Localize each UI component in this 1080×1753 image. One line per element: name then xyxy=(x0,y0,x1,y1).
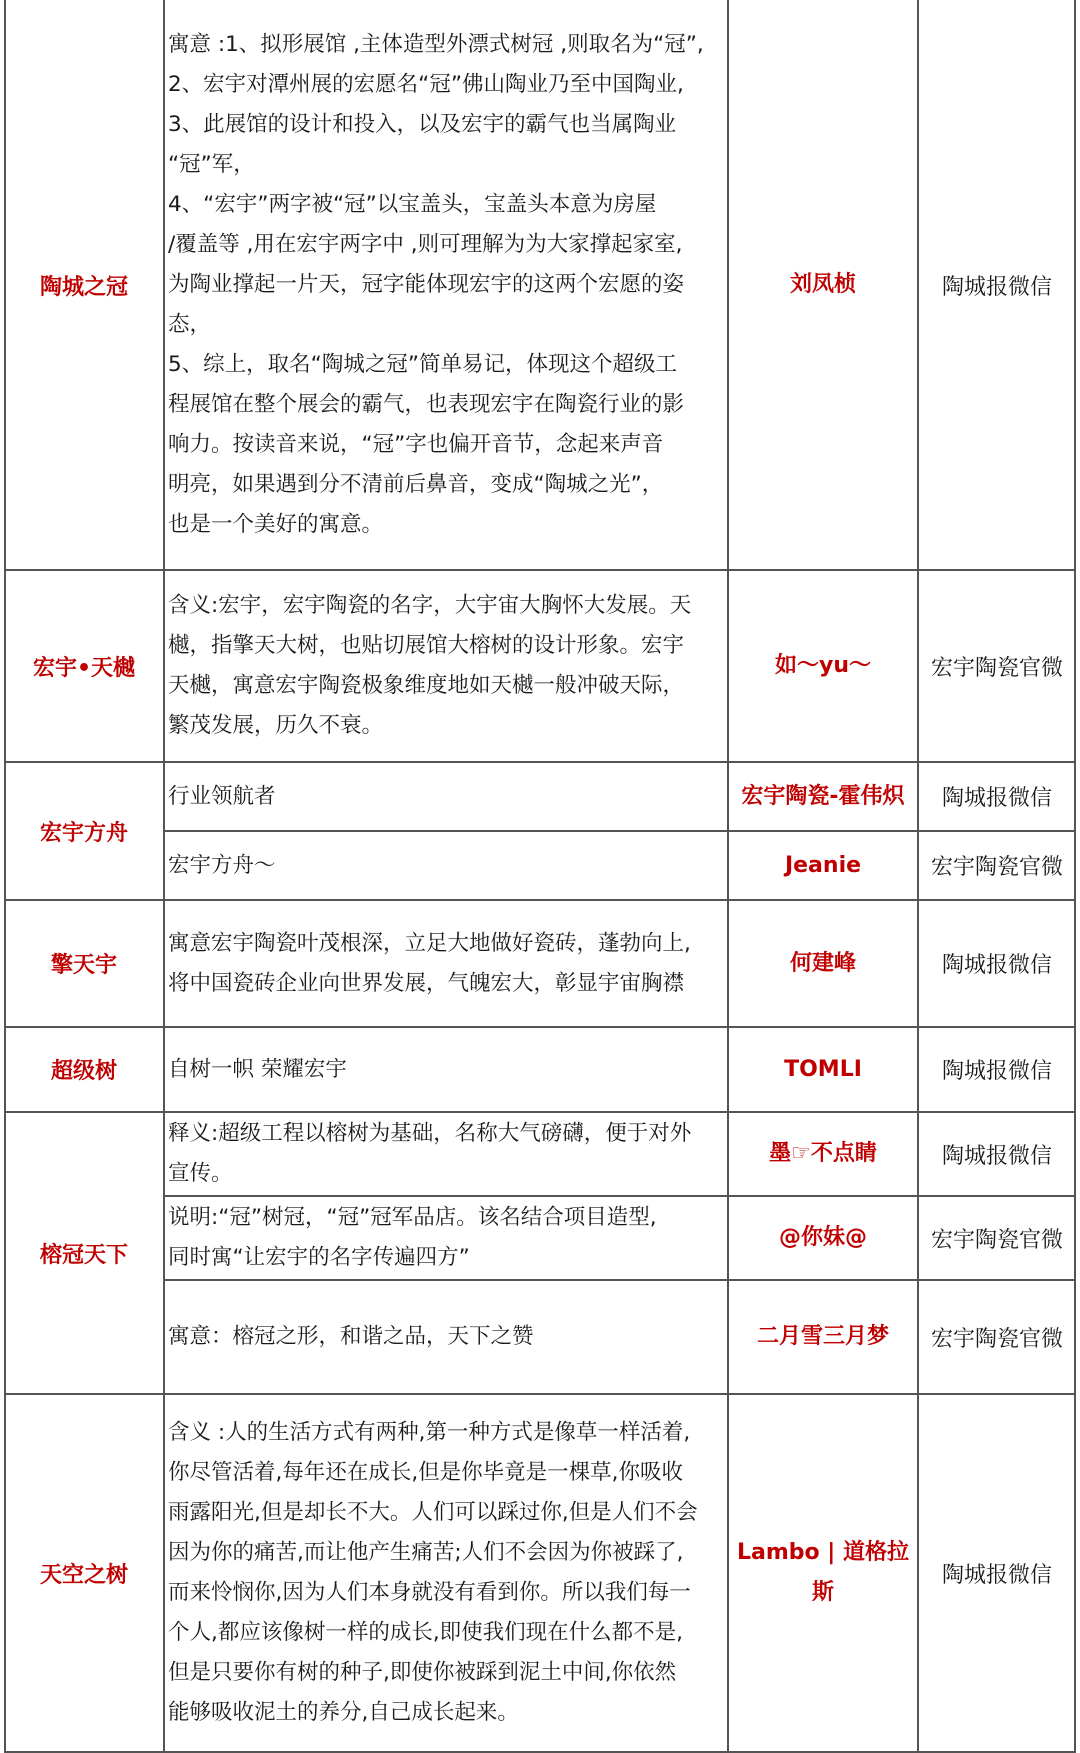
row-name: 陶城之冠 xyxy=(39,274,128,300)
row-name: 宏宇方舟 xyxy=(39,820,128,846)
grid-line-vertical xyxy=(917,0,919,1753)
grid-line-horizontal xyxy=(4,899,1076,901)
source-cell xyxy=(918,1027,1076,1112)
meaning-text: 说明:“冠”树冠，“冠”冠军品店。该名结合项目造型, 同时寓“让宏宇的名字传遍四方” xyxy=(168,1205,657,1270)
meaning-cell xyxy=(164,570,728,762)
author-cell xyxy=(728,1280,918,1394)
grid-line-vertical xyxy=(163,0,165,1753)
author-cell xyxy=(728,900,918,1027)
meaning-cell xyxy=(164,1394,728,1752)
author-name: 何建峰 xyxy=(789,950,856,976)
author-cell xyxy=(728,831,918,900)
meaning-cell xyxy=(164,1196,728,1280)
source-text: 陶城报微信 xyxy=(941,786,1052,811)
row-name: 擎天宇 xyxy=(50,953,117,978)
row-name: 榕冠天下 xyxy=(39,1242,128,1268)
source-cell xyxy=(918,0,1076,570)
row-name-cell xyxy=(4,762,164,900)
meaning-cell xyxy=(164,762,728,831)
meaning-text: 含义:宏宇，宏宇陶瓷的名字，大宇宙大胸怀大发展。天 樾，指擎天大树，也贴切展馆大榕树的设计形象。宏宇 天樾，寓意宏宇陶瓷极象维度地如天樾一般冲破天际， 繁茂发展，历久不衰。 xyxy=(168,593,692,738)
author-cell xyxy=(728,762,918,831)
meaning-cell xyxy=(164,900,728,1027)
meaning-text: 宏宇方舟～ xyxy=(168,852,276,878)
source-text: 陶城报微信 xyxy=(941,274,1052,300)
source-text: 宏宇陶瓷官微 xyxy=(930,855,1063,880)
grid-line-horizontal xyxy=(4,1026,1076,1028)
row-name-cell xyxy=(4,1112,164,1394)
source-cell xyxy=(918,762,1076,831)
grid-line-horizontal xyxy=(163,830,1076,832)
meaning-text: 自树一帜 荣耀宏宇 xyxy=(168,1056,347,1082)
source-text: 宏宇陶瓷官微 xyxy=(930,1227,1063,1253)
meaning-cell xyxy=(164,831,728,900)
source-text: 宏宇陶瓷官微 xyxy=(930,1326,1063,1352)
author-name: @你妹@ xyxy=(778,1225,867,1250)
grid-line-horizontal xyxy=(163,1279,1076,1281)
source-text: 陶城报微信 xyxy=(941,1562,1052,1588)
author-name: 墨☞不点睛 xyxy=(769,1141,877,1166)
author-name: 如～yu～ xyxy=(774,653,871,678)
meaning-cell xyxy=(164,1112,728,1196)
source-cell xyxy=(918,570,1076,762)
grid-line-vertical xyxy=(4,0,6,1753)
source-text: 陶城报微信 xyxy=(941,1143,1052,1169)
author-cell xyxy=(728,1394,918,1752)
meaning-cell xyxy=(164,0,728,570)
meaning-text: 含义 :人的生活方式有两种,第一种方式是像草一样活着, 你尽管活着,每年还在成长,但是你毕竟是一棵草,你吸收 雨露阳光,但是却长不大。人们可以踩过你,但是人们不会 因为你的痛苦,而让他产生痛苦;人们不会因为你被踩了, 而来怜悯你,因为人们本身就没有看到你。所以我们每一 个人,都应该像树一样的成长,即使我们现在什么都不是, 但是只要你有树的种子,即使你被踩到泥土中间,你依然 能够吸收泥土的养分,自己成长起来。 xyxy=(168,1420,698,1725)
grid-line-vertical xyxy=(727,0,729,1753)
source-cell xyxy=(918,1394,1076,1752)
meaning-text: 寓意 :1、拟形展馆 ,主体造型外漂式树冠 ,则取名为“冠”, 2、宏宇对潭州展的宏愿名“冠”佛山陶业乃至中国陶业, 3、此展馆的设计和投入，以及宏宇的霸气也当属陶业 “冠”军， 4、“宏宇”两字被“冠”以宝盖头，宝盖头本意为房屋 /覆盖等 ,用在宏宇两字中 ,则可理解为为大家撑起家室, 为陶业撑起一片天，冠字能体现宏宇的这两个宏愿的姿 态， 5、综上，取名“陶城之冠”简单易记，体现这个超级工 程展馆在整个展会的霸气，也表现宏宇在陶瓷行业的影 响力。按读音来说，“冠”字也偏开音节，念起来声音 明亮，如果遇到分不清前后鼻音，变成“陶城之光”， 也是一个美好的寓意。 xyxy=(168,32,704,537)
grid-line-horizontal xyxy=(4,1111,1076,1113)
grid-line-horizontal xyxy=(4,1393,1076,1395)
meaning-text: 释义:超级工程以榕树为基础，名称大气磅礴，便于对外 宣传。 xyxy=(168,1121,692,1186)
grid-line-vertical xyxy=(1074,0,1076,1753)
author-name: Jeanie xyxy=(784,852,862,878)
author-name: 宏宇陶瓷-霍伟炽 xyxy=(741,783,905,809)
row-name-cell xyxy=(4,900,164,1027)
row-name-cell xyxy=(4,0,164,570)
row-name-cell xyxy=(4,570,164,762)
row-name: 超级树 xyxy=(50,1059,117,1084)
author-cell xyxy=(728,1027,918,1112)
row-name-cell xyxy=(4,1394,164,1752)
author-cell xyxy=(728,1196,918,1280)
source-text: 宏宇陶瓷官微 xyxy=(930,655,1063,681)
meaning-text: 寓意：榕冠之形，和谐之品，天下之赞 xyxy=(168,1324,534,1349)
author-cell xyxy=(728,570,918,762)
author-name: 二月雪三月梦 xyxy=(756,1324,889,1349)
row-name: 宏宇•天樾 xyxy=(32,655,136,681)
meaning-cell xyxy=(164,1027,728,1112)
grid-line-horizontal xyxy=(4,761,1076,763)
author-name: 刘凤桢 xyxy=(789,272,856,297)
meaning-text: 寓意宏宇陶瓷叶茂根深，立足大地做好瓷砖，蓬勃向上, 将中国瓷砖企业向世界发展，气魄宏大，彰显宇宙胸襟 xyxy=(168,930,691,996)
grid-line-horizontal xyxy=(163,1195,1076,1197)
source-cell xyxy=(918,1112,1076,1196)
author-name: Lambo | 道格拉 斯 xyxy=(736,1540,909,1605)
meaning-cell xyxy=(164,1280,728,1394)
row-name-cell xyxy=(4,1027,164,1112)
author-cell xyxy=(728,0,918,570)
row-name: 天空之树 xyxy=(39,1562,128,1588)
source-cell xyxy=(918,900,1076,1027)
source-cell xyxy=(918,1196,1076,1280)
source-cell xyxy=(918,1280,1076,1394)
author-cell xyxy=(728,1112,918,1196)
source-text: 陶城报微信 xyxy=(941,1059,1052,1084)
grid-line-horizontal xyxy=(4,569,1076,571)
source-text: 陶城报微信 xyxy=(941,953,1052,978)
author-name: TOMLI xyxy=(784,1056,862,1082)
source-cell xyxy=(918,831,1076,900)
meaning-text: 行业领航者 xyxy=(168,783,276,809)
